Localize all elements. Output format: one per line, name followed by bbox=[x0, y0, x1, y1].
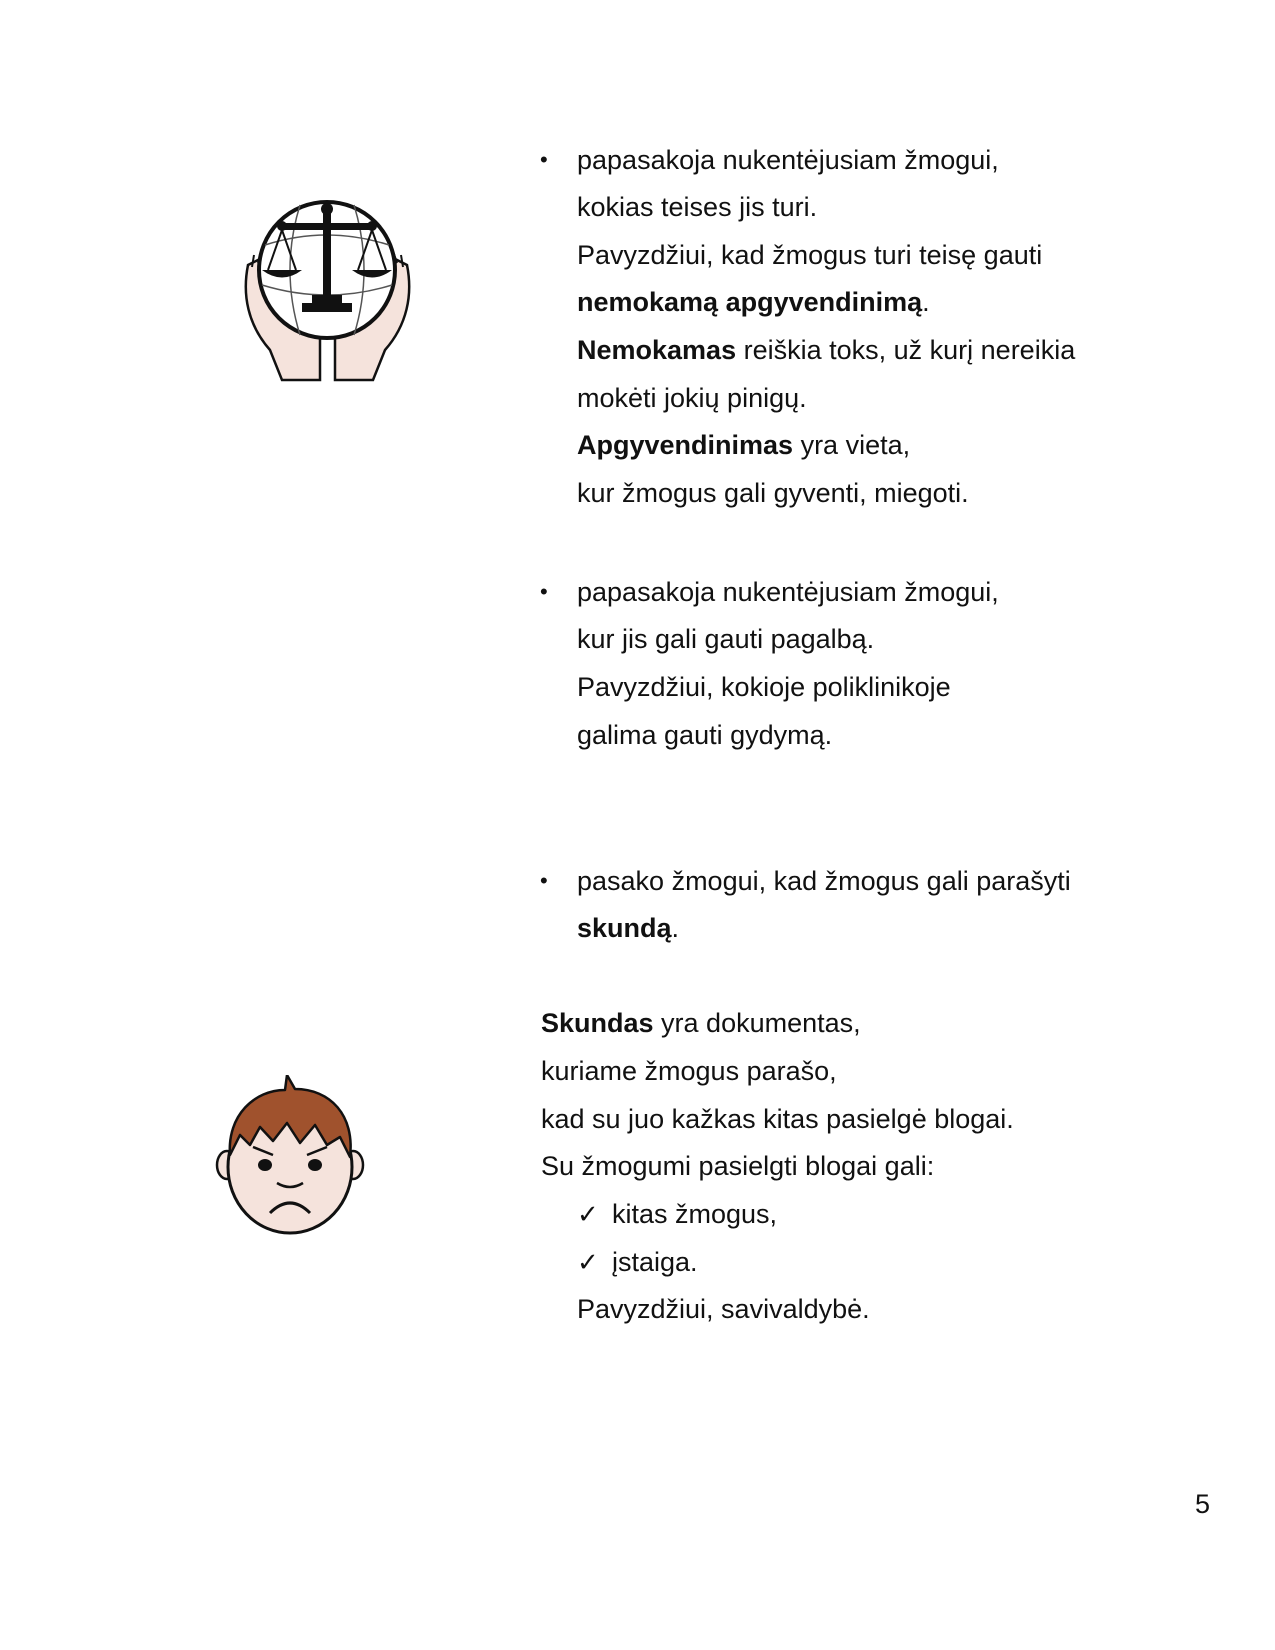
s1-line-7: Apgyvendinimas yra vieta, bbox=[577, 430, 911, 460]
term-free: Nemokamas bbox=[577, 335, 737, 365]
bullet-3: • bbox=[540, 868, 548, 893]
s4-line-2: kuriame žmogus parašo, bbox=[541, 1056, 837, 1086]
s1-line-4: nemokamą apgyvendinimą. bbox=[577, 287, 930, 317]
hands-holding-scales-icon bbox=[240, 185, 415, 385]
s2-line-2: kur jis gali gauti pagalbą. bbox=[577, 624, 875, 654]
term-accommodation: Apgyvendinimas bbox=[577, 430, 794, 460]
s2-line-1: papasakoja nukentėjusiam žmogui, bbox=[577, 577, 999, 607]
check-icon: ✓ bbox=[577, 1199, 599, 1229]
s4-check-1: kitas žmogus, bbox=[612, 1199, 778, 1229]
s4-line-4: Su žmogumi pasielgti blogai gali: bbox=[541, 1151, 935, 1181]
s1-line-2: kokias teises jis turi. bbox=[577, 192, 818, 222]
s4-check-2: įstaiga. bbox=[612, 1247, 698, 1277]
s1-line-6: mokėti jokių pinigų. bbox=[577, 383, 807, 413]
page-number: 5 bbox=[1195, 1489, 1211, 1519]
s1-line-1: papasakoja nukentėjusiam žmogui, bbox=[577, 145, 999, 175]
s1-line-3: Pavyzdžiui, kad žmogus turi teisę gauti bbox=[577, 240, 1043, 270]
bullet-2: • bbox=[540, 579, 548, 604]
term-complaint-definition: Skundas bbox=[541, 1008, 654, 1038]
s1-line-8: kur žmogus gali gyventi, miegoti. bbox=[577, 478, 969, 508]
sad-face-icon bbox=[215, 1075, 365, 1235]
term-complaint: skundą bbox=[577, 913, 672, 943]
s4-line-1: Skundas yra dokumentas, bbox=[541, 1008, 861, 1038]
term-free-accommodation: nemokamą apgyvendinimą bbox=[577, 287, 923, 317]
check-icon: ✓ bbox=[577, 1247, 599, 1277]
s3-line-1: pasako žmogui, kad žmogus gali parašyti bbox=[577, 866, 1071, 896]
s2-line-3: Pavyzdžiui, kokioje poliklinikoje bbox=[577, 672, 951, 702]
s4-line-5: Pavyzdžiui, savivaldybė. bbox=[577, 1294, 870, 1324]
s1-line-5: Nemokamas reiškia toks, už kurį nereikia bbox=[577, 335, 1076, 365]
s4-line-3: kad su juo kažkas kitas pasielgė blogai. bbox=[541, 1104, 1014, 1134]
s2-line-4: galima gauti gydymą. bbox=[577, 720, 833, 750]
s3-line-2: skundą. bbox=[577, 913, 680, 943]
bullet-1: • bbox=[540, 147, 548, 172]
